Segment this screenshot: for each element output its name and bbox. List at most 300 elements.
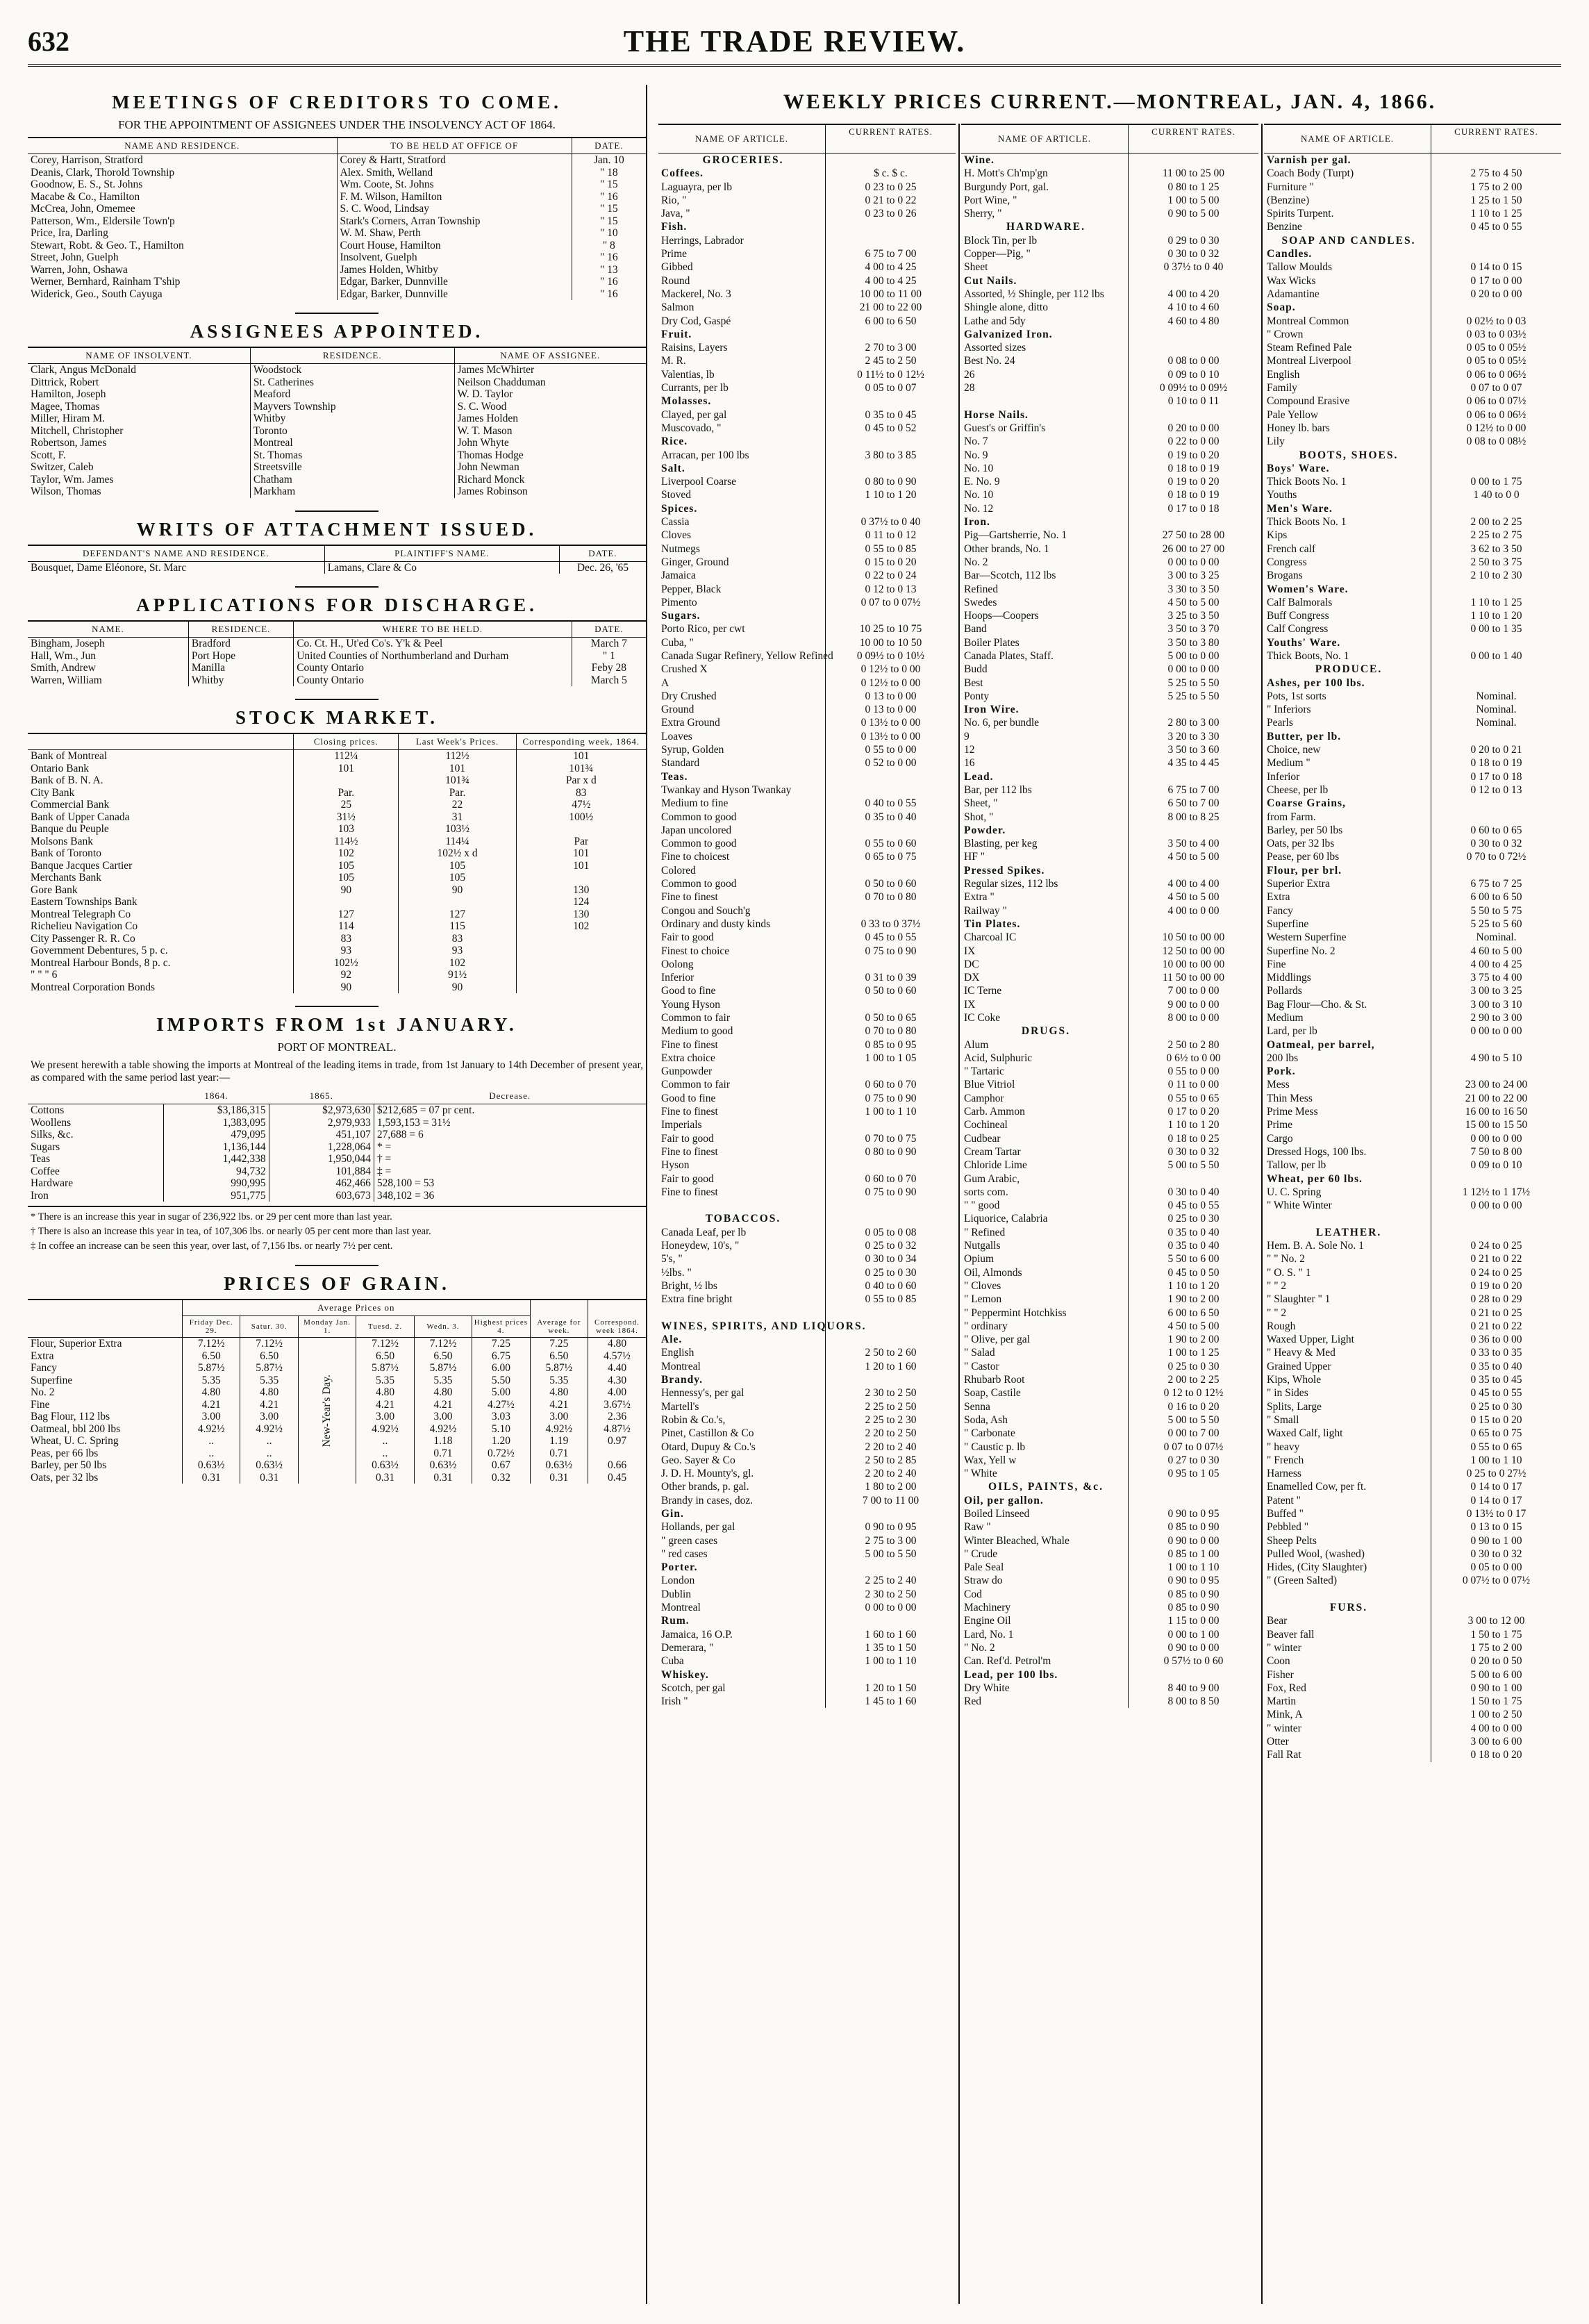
table-cell: 462,466: [269, 1177, 374, 1190]
article-rate: 21 00 to 22 00: [825, 301, 956, 314]
table-cell: 0.45: [588, 1472, 646, 1484]
article-rate: 1 50 to 1 75: [1431, 1695, 1561, 1708]
price-line: [1264, 1400, 1561, 1413]
price-line: [1264, 837, 1561, 850]
price-line: [658, 1172, 956, 1186]
table-cell: [516, 981, 646, 994]
article-rate: [825, 462, 956, 475]
article-rate: [825, 783, 956, 797]
table-cell: Street, John, Guelph: [31, 251, 119, 263]
price-line: [961, 1199, 1258, 1212]
article-name: Teas.: [661, 770, 688, 783]
price-line: [1264, 1145, 1561, 1159]
article-name: Wine.: [964, 154, 995, 166]
article-rate: 4 00 to 4 20: [1128, 288, 1258, 301]
column-header: NAME.: [28, 621, 188, 638]
table-cell: 1,442,338: [164, 1153, 269, 1165]
column-header: Last Week's Prices.: [399, 733, 516, 750]
price-line: [658, 569, 956, 582]
article-rate: 0 90 to 1 00: [1431, 1682, 1561, 1695]
article-rate: 0 57½ to 0 60: [1128, 1654, 1258, 1668]
article-rate: 1 45 to 1 60: [825, 1695, 956, 1708]
article-name: Fine: [1267, 958, 1286, 970]
table-cell: 0.31: [183, 1472, 240, 1484]
article-rate: 0 00 to 1 35: [1431, 622, 1561, 636]
table-cell: 124: [516, 896, 646, 908]
article-name: Extra ": [964, 891, 995, 904]
table-row: [28, 1104, 646, 1117]
article-rate: 4 35 to 4 45: [1128, 756, 1258, 770]
article-name: London: [661, 1575, 695, 1587]
price-line: [961, 194, 1258, 207]
column-header: [28, 1300, 183, 1316]
table-cell: 4.40: [588, 1362, 646, 1375]
article-name: Sheet, ": [964, 797, 998, 810]
article-rate: 4 00 to 0 00: [1128, 904, 1258, 918]
article-rate: 0 90 to 5 00: [1128, 207, 1258, 220]
holiday-note: New-Year's Day.: [298, 1338, 356, 1484]
article-rate: 0 00 to 1 00: [1128, 1628, 1258, 1641]
article-rate: 21 00 to 22 00: [1431, 1092, 1561, 1105]
article-name: " (Green Salted): [1267, 1575, 1338, 1587]
imports-title: IMPORTS FROM 1st JANUARY.: [156, 1014, 517, 1035]
table-cell: Extra: [31, 1350, 54, 1362]
article-name: Honeydew, 10's, ": [661, 1240, 740, 1252]
table-cell: 130: [516, 884, 646, 897]
article-name: Cudbear: [964, 1132, 1001, 1145]
price-line: [658, 1641, 956, 1654]
article-rate: 1 00 to 1 10: [825, 1105, 956, 1118]
price-line: [658, 247, 956, 260]
table-cell: James McWhirter: [454, 364, 646, 376]
article-rate: 4 00 to 4 00: [1128, 877, 1258, 890]
article-name: Rio, ": [661, 194, 687, 206]
article-name: Refined: [964, 583, 999, 595]
price-line: [1264, 220, 1561, 233]
article-name: Japan uncolored: [661, 824, 732, 836]
price-line: [658, 1024, 956, 1038]
table-cell: Commercial Bank: [31, 799, 110, 811]
article-rate: [1128, 864, 1258, 877]
article-name: No. 10: [964, 489, 994, 501]
stocks-title: STOCK MARKET.: [235, 707, 439, 728]
price-line: [961, 1373, 1258, 1386]
article-rate: 2 50 to 2 60: [825, 1346, 956, 1359]
article-rate: 2 30 to 2 50: [825, 1386, 956, 1400]
table-cell: Port Hope: [188, 650, 293, 663]
article-name: Can. Ref'd. Petrol'm: [964, 1655, 1051, 1668]
article-rate: 2 25 to 2 50: [825, 1400, 956, 1413]
article-name: Gibbed: [661, 261, 693, 274]
price-line: [961, 1293, 1258, 1306]
price-line: [1264, 1507, 1561, 1520]
article-rate: 3 00 to 6 00: [1431, 1735, 1561, 1748]
article-name: Red: [964, 1695, 981, 1708]
article-rate: 0 31 to 0 39: [825, 971, 956, 984]
article-rate: [825, 502, 956, 515]
article-name: LEATHER.: [1315, 1226, 1382, 1238]
price-line: [961, 260, 1258, 274]
article-rate: [825, 435, 956, 448]
article-name: Otard, Dupuy & Co.'s: [661, 1441, 756, 1453]
price-line: [1264, 1480, 1561, 1493]
table-cell: Manilla: [188, 662, 293, 674]
article-rate: [825, 1333, 956, 1346]
price-line: [961, 435, 1258, 448]
article-rate: 0 55 to 0 85: [825, 542, 956, 556]
price-line: [658, 1212, 956, 1225]
article-name: Oil, Almonds: [964, 1266, 1022, 1279]
article-name: [658, 1199, 825, 1212]
article-rate: 0 05 to 0 05½: [1431, 354, 1561, 367]
article-name: 200 lbs: [1267, 1052, 1299, 1064]
article-rate: 0 70 to 0 80: [825, 890, 956, 904]
price-line: [1264, 1588, 1561, 1601]
table-cell: Chatham: [250, 474, 454, 486]
price-line: [1264, 998, 1561, 1011]
price-line: [658, 1413, 956, 1427]
article-rate: 0 09 to 0 10: [1431, 1159, 1561, 1172]
price-line: [1264, 984, 1561, 997]
price-line: [658, 1186, 956, 1199]
price-line: [961, 354, 1258, 367]
table-row: [28, 1141, 646, 1154]
table-cell: 5.87½: [240, 1362, 298, 1375]
price-line: [961, 502, 1258, 515]
article-rate: 0 45 to 0 55: [1431, 220, 1561, 233]
table-row: [28, 474, 646, 486]
price-line: [658, 341, 956, 354]
table-cell: 31: [399, 811, 516, 824]
article-name: Hennessy's, per gal: [661, 1387, 744, 1400]
price-line: [658, 636, 956, 649]
article-name: Fall Rat: [1267, 1749, 1301, 1761]
article-name: WINES, SPIRITS, AND LIQUORS.: [661, 1320, 867, 1332]
article-name: Fair to good: [661, 931, 714, 944]
article-rate: 0 05 to 0 08: [825, 1226, 956, 1239]
article-rate: 0 06 to 0 06½: [1431, 408, 1561, 422]
article-rate: 2 10 to 2 30: [1431, 569, 1561, 582]
table-cell: 4.92½: [530, 1423, 588, 1436]
price-line: [961, 824, 1258, 837]
table-cell: [516, 933, 646, 945]
table-row: [28, 167, 646, 179]
table-cell: Dittrick, Robert: [31, 376, 99, 388]
price-line: [1264, 1708, 1561, 1721]
table-cell: " 15: [572, 203, 646, 215]
article-name: Sheet: [964, 261, 988, 274]
article-name: Assorted, ½ Shingle, per 112 lbs: [964, 288, 1104, 300]
article-name: Bear: [1267, 1615, 1288, 1627]
article-name: " Slaughter " 1: [1267, 1293, 1331, 1306]
price-line: [658, 998, 956, 1011]
column-header: [28, 733, 294, 750]
column-header: [28, 1088, 164, 1104]
price-line: [658, 1159, 956, 1172]
article-name: Swedes: [964, 596, 997, 608]
price-line: [658, 984, 956, 997]
article-rate: [825, 1373, 956, 1386]
table-cell: County Ontario: [294, 674, 572, 687]
table-cell: Peas, per 66 lbs: [31, 1447, 99, 1459]
price-line: [1264, 1748, 1561, 1761]
price-line: [1264, 1266, 1561, 1279]
article-name: Jamaica, 16 O.P.: [661, 1628, 733, 1641]
table-cell: Hardware: [31, 1177, 74, 1189]
table-cell: [399, 896, 516, 908]
article-name: Superior Extra: [1267, 878, 1330, 890]
table-cell: " 15: [572, 179, 646, 191]
table-cell: 27,688 = 6: [374, 1129, 646, 1141]
price-line: [961, 569, 1258, 582]
article-rate: 6 75 to 7 00: [1128, 783, 1258, 797]
price-line: [961, 515, 1258, 529]
article-rate: 0 24 to 0 25: [1431, 1266, 1561, 1279]
price-line: [658, 890, 956, 904]
price-line: [658, 770, 956, 783]
price-line: [1264, 1641, 1561, 1654]
table-row: [28, 179, 646, 191]
article-rate: 0 90 to 0 00: [1128, 1534, 1258, 1547]
stocks-rows: [28, 750, 646, 994]
article-name: Twankay and Hyson Twankay: [661, 783, 792, 796]
assignees-table: [28, 347, 646, 498]
table-cell: March 5: [572, 674, 646, 687]
article-name: Montreal: [661, 1360, 701, 1372]
price-line: [658, 542, 956, 556]
price-line: [1264, 1105, 1561, 1118]
article-name: Liverpool Coarse: [661, 476, 737, 488]
article-name: Cargo: [1267, 1132, 1293, 1145]
price-line: [961, 488, 1258, 501]
article-rate: 5 00 to 6 00: [1431, 1668, 1561, 1682]
table-cell: 90: [399, 884, 516, 897]
article-name: " Small: [1267, 1413, 1299, 1426]
article-name: " winter: [1267, 1722, 1301, 1734]
article-rate: 0 55 to 0 00: [825, 743, 956, 756]
article-rate: 0 00 to 0 00: [1128, 663, 1258, 676]
article-rate: 1 25 to 1 50: [1431, 194, 1561, 207]
article-rate: 0 12½ to 0 00: [825, 663, 956, 676]
price-line: [961, 743, 1258, 756]
table-cell: Government Debentures, 5 p. c.: [31, 945, 168, 956]
price-line: [961, 1252, 1258, 1265]
article-name: Spirits Turpent.: [1267, 208, 1334, 220]
price-line: [658, 1239, 956, 1252]
table-cell: 7.25: [530, 1338, 588, 1350]
article-name: " in Sides: [1267, 1387, 1308, 1400]
price-line: [1264, 260, 1561, 274]
article-rate: 0 90 to 0 95: [825, 1520, 956, 1534]
article-rate: [1431, 636, 1561, 649]
article-rate: 6 75 to 7 25: [1431, 877, 1561, 890]
price-line: [1264, 1320, 1561, 1333]
article-name: Pale Yellow: [1267, 408, 1319, 421]
table-cell: 4.57½: [588, 1350, 646, 1363]
article-name: " French: [1267, 1454, 1304, 1466]
article-rate: 4 50 to 5 00: [1128, 596, 1258, 609]
price-line: [1264, 569, 1561, 582]
article-rate: 3 50 to 3 60: [1128, 743, 1258, 756]
table-cell: 0.63½: [530, 1459, 588, 1472]
price-line: [1264, 475, 1561, 488]
table-cell: Streetsville: [250, 461, 454, 474]
column-header: Monday Jan. 1.: [298, 1316, 356, 1338]
article-rate: 8 00 to 0 00: [1128, 1011, 1258, 1024]
article-name: Hyson: [661, 1159, 690, 1172]
article-rate: 0 65 to 0 75: [1431, 1427, 1561, 1440]
table-cell: Toronto: [250, 425, 454, 438]
table-cell: Goodnow, E. S., St. Johns: [31, 179, 143, 190]
article-rate: 5 00 to 5 50: [1128, 1413, 1258, 1427]
price-line: [1264, 1534, 1561, 1547]
imports-intro: We present herewith a table showing the imports at Montreal of the leading items in trade, from 1st January to 14th December of present year, as compared with the same period last year:—: [31, 1059, 643, 1084]
article-rate: [1128, 328, 1258, 341]
article-name: IC Terne: [964, 985, 1002, 997]
article-rate: 1 75 to 2 00: [1431, 181, 1561, 194]
price-line: [1264, 194, 1561, 207]
price-line: [961, 1494, 1258, 1507]
price-line: [658, 677, 956, 690]
price-line: [961, 958, 1258, 971]
article-rate: $ c. $ c.: [825, 167, 956, 180]
table-cell: $2,973,630: [269, 1104, 374, 1117]
table-cell: 0.31: [240, 1472, 298, 1484]
article-name: Assorted sizes: [964, 342, 1026, 354]
footnote: † There is also an increase this year in tea, of 107,306 lbs. or nearly 05 per cent more than last year.: [31, 1226, 431, 1237]
article-name: Dublin: [661, 1588, 692, 1600]
table-cell: 0.31: [356, 1472, 414, 1484]
table-cell: 479,095: [164, 1129, 269, 1141]
article-name: Cloves: [661, 529, 692, 542]
article-rate: 0 12½ to 0 00: [825, 677, 956, 690]
column-header: Closing prices.: [294, 733, 399, 750]
table-row: [28, 264, 646, 276]
article-name: Waxed Upper, Light: [1267, 1334, 1354, 1346]
article-rate: 0 33 to 0 35: [1431, 1346, 1561, 1359]
article-name: Block Tin, per lb: [964, 234, 1038, 247]
column-header: DATE.: [572, 621, 646, 638]
table-row: [28, 154, 646, 167]
article-rate: 0 17 to 0 00: [1431, 274, 1561, 288]
article-rate: 0 45 to 0 55: [1128, 1199, 1258, 1212]
price-line: [658, 958, 956, 971]
article-name: Burgundy Port, gal.: [964, 181, 1049, 193]
article-name: Thin Mess: [1267, 1092, 1313, 1104]
table-cell: Par: [516, 836, 646, 848]
article-name: Congou and Souch'g: [661, 904, 751, 917]
article-name: " White: [964, 1468, 997, 1480]
article-name: Crushed X: [661, 663, 708, 676]
article-rate: 3 00 to 3 25: [1431, 984, 1561, 997]
table-cell: Edgar, Barker, Dunnville: [337, 276, 572, 288]
article-name: Sheep Pelts: [1267, 1534, 1317, 1547]
article-name: Engine Oil: [964, 1615, 1011, 1627]
article-rate: 0 75 to 0 90: [825, 1092, 956, 1105]
article-name: Guest's or Griffin's: [964, 422, 1046, 434]
table-cell: 127: [294, 908, 399, 921]
creditors-subtitle: FOR THE APPOINTMENT OF ASSIGNEES UNDER THE INSOLVENCY ACT OF 1864.: [118, 118, 556, 131]
article-name: Montreal Liverpool: [1267, 355, 1351, 367]
table-row: [28, 763, 646, 775]
article-name: Adamantine: [1267, 288, 1320, 300]
article-name: Bag Flour—Cho. & St.: [1267, 998, 1367, 1011]
article-rate: 0 25 to 0 30: [1431, 1400, 1561, 1413]
article-name: Currants, per lb: [661, 382, 729, 395]
article-rate: 0 55 to 0 00: [1128, 1065, 1258, 1078]
table-row: [28, 1177, 646, 1190]
table-cell: * =: [374, 1141, 646, 1154]
table-cell: 1,228,064: [269, 1141, 374, 1154]
article-rate: 1 00 to 1 10: [1431, 1454, 1561, 1467]
table-cell: 0.63½: [183, 1459, 240, 1472]
price-line: [1264, 783, 1561, 797]
article-rate: 0 17 to 0 20: [1128, 1105, 1258, 1118]
article-name: Copper—Pig, ": [964, 248, 1031, 260]
article-rate: [825, 1065, 956, 1078]
article-name: Extra Ground: [661, 717, 720, 729]
price-line: [658, 663, 956, 676]
article-name: " Castor: [964, 1360, 999, 1372]
article-rate: 4 10 to 4 60: [1128, 301, 1258, 314]
price-line: [658, 475, 956, 488]
article-rate: 0 6½ to 0 00: [1128, 1052, 1258, 1065]
table-cell: 114¼: [399, 836, 516, 848]
article-name: Laguayra, per lb: [661, 181, 732, 193]
table-cell: 105: [399, 872, 516, 884]
article-name: Jamaica: [661, 570, 696, 582]
article-name: Tin Plates.: [964, 918, 1021, 930]
article-rate: 4 60 to 4 80: [1128, 315, 1258, 328]
table-cell: Miller, Hiram M.: [31, 413, 106, 424]
price-line: [1264, 636, 1561, 649]
price-line: [658, 1346, 956, 1359]
article-name: Oats, per 32 lbs: [1267, 838, 1335, 850]
article-name: Ordinary and dusty kinds: [661, 918, 771, 930]
article-rate: 27 50 to 28 00: [1128, 529, 1258, 542]
price-line: [961, 945, 1258, 958]
article-rate: 4 00 to 4 25: [1431, 958, 1561, 971]
article-name: Gunpowder: [661, 1065, 713, 1078]
price-line: [658, 488, 956, 501]
price-line: [658, 864, 956, 877]
table-cell: Silks, &c.: [31, 1129, 74, 1140]
article-name: A: [661, 677, 669, 689]
article-rate: 0 45 to 0 52: [825, 422, 956, 435]
price-line: [961, 622, 1258, 636]
article-rate: 0 60 to 0 70: [825, 1172, 956, 1186]
price-line: [1264, 756, 1561, 770]
article-rate: 0 00 to 0 00: [1431, 1024, 1561, 1038]
article-rate: 0 17 to 0 18: [1128, 502, 1258, 515]
table-cell: 1.20: [472, 1435, 530, 1447]
table-row: [28, 823, 646, 836]
article-name: Brogans: [1267, 570, 1303, 582]
article-rate: 3 30 to 3 50: [1128, 583, 1258, 596]
article-rate: 1 20 to 1 50: [825, 1682, 956, 1695]
article-name: H. Mott's Ch'mp'gn: [964, 167, 1048, 180]
table-cell: Whitby: [188, 674, 293, 687]
price-line: [658, 1092, 956, 1105]
prices-list-2: [961, 153, 1258, 1708]
table-cell: [516, 823, 646, 836]
article-name: " winter: [1267, 1641, 1301, 1654]
article-name: Prime Mess: [1267, 1106, 1318, 1118]
article-rate: 0 35 to 0 40: [825, 811, 956, 824]
table-cell: City Bank: [31, 786, 75, 799]
table-cell: 4.92½: [240, 1423, 298, 1436]
article-rate: 1 00 to 5 00: [1128, 194, 1258, 207]
